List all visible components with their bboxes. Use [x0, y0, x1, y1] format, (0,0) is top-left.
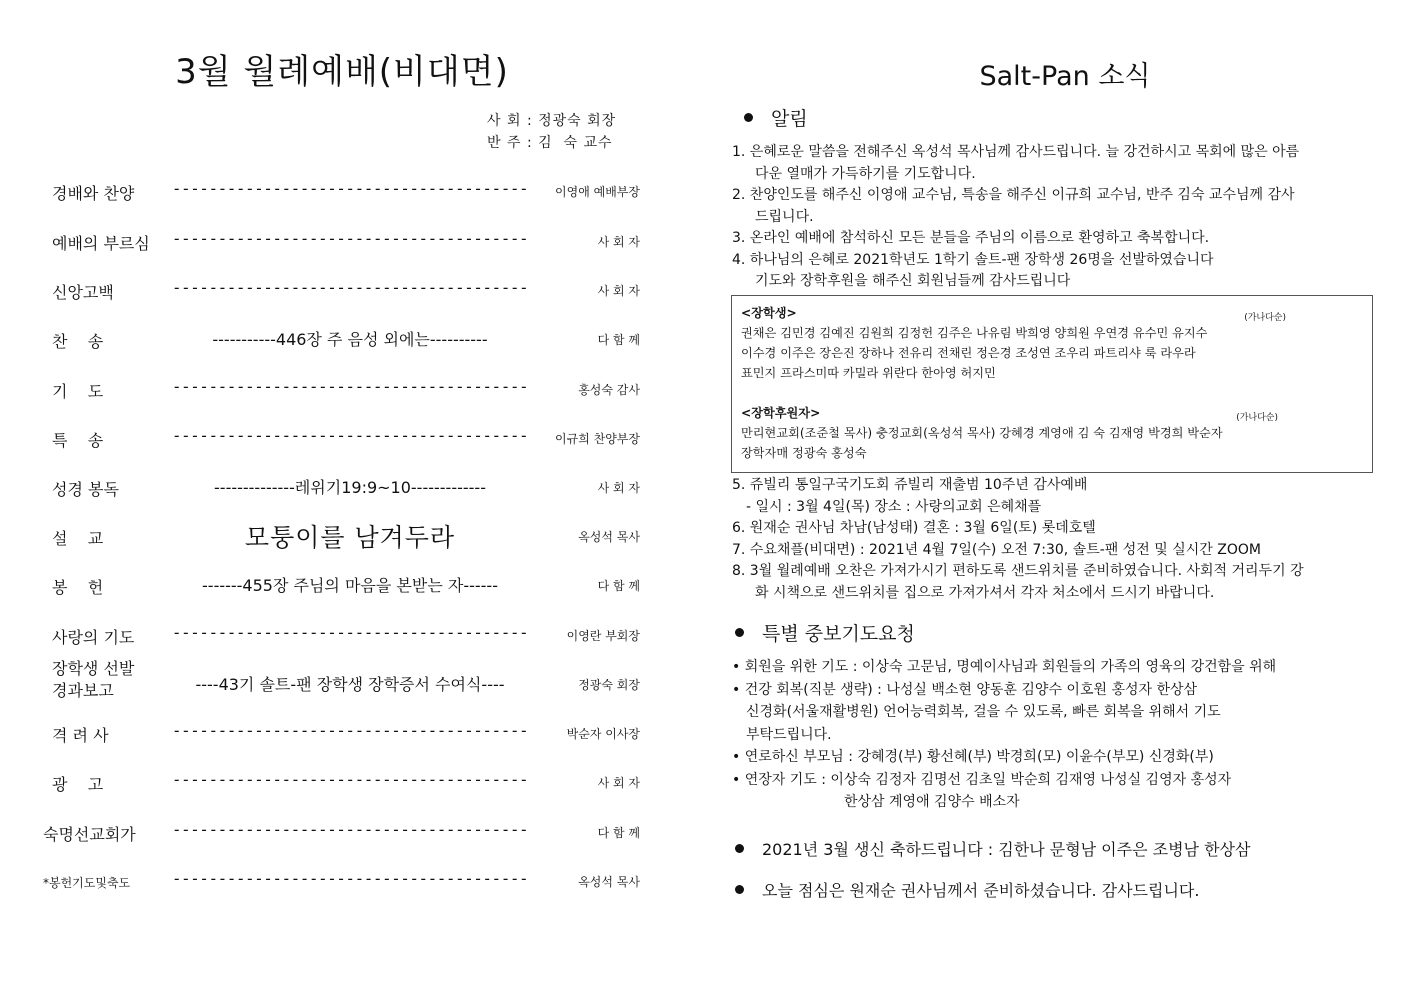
program-content: ---------------------------------------: [171, 278, 529, 297]
program-content: ---------------------------------------: [171, 377, 529, 396]
program-row: [0, 325, 690, 351]
bullet-icon: [735, 885, 744, 894]
program-label: 경배와 찬양: [52, 184, 135, 203]
notice-item: 8. 3월 월례예배 오찬은 가져가시기 편하도록 샌드위치를 준비하였습니다. 사회적 거리두기 강: [732, 563, 1304, 579]
donors-line: 장학자매 정광숙 홍성숙: [741, 446, 867, 460]
program-row: [0, 818, 690, 844]
program-leader: 홍성숙 감사: [578, 383, 640, 397]
notice-item: 4. 하나님의 은혜로 2021학년도 1학기 솔트-팬 장학생 26명을 선발하였습니다: [732, 251, 1214, 268]
host-line: 사 회 : 정광숙 회장: [487, 113, 617, 129]
notice-item: 5. 쥬빌리 통일구국기도회 쥬빌리 재출범 10주년 감사예배: [732, 477, 1088, 493]
notice-item: 7. 수요채플(비대면) : 2021년 4월 7일(수) 오전 7:30, 솔트-팬 성전 및 실시간 ZOOM: [732, 541, 1261, 558]
program-leader: 다 함 께: [597, 579, 640, 593]
program-label: 성경 봉독: [52, 480, 119, 499]
program-label: 격 려 사: [52, 726, 109, 745]
program-content: -----------446장 주 음성 외에는----------: [212, 330, 488, 349]
program-content: ---------------------------------------: [171, 770, 529, 789]
students-heading: <장학생>: [741, 306, 797, 320]
program-label: 봉 헌: [52, 578, 104, 597]
prayer-item: • 연로하신 부모님 : 강혜경(부) 황선혜(부) 박경희(모) 이윤수(부모) 신경화(부): [732, 749, 1214, 765]
program-label: 설 교: [52, 529, 104, 548]
prayer-item-cont: 부탁드립니다.: [746, 726, 832, 743]
program-label: 광 고: [52, 775, 104, 794]
program-leader: 사 회 자: [597, 481, 640, 495]
program-row: [0, 621, 690, 647]
lunch-text: 오늘 점심은 원재순 권사님께서 준비하셨습니다. 감사드립니다.: [762, 881, 1200, 900]
prayer-item: • 회원을 위한 기도 : 이상숙 고문님, 명예이사님과 회원들의 가족의 영육의 강건함을 위해: [732, 659, 1277, 675]
program-leader: 이영란 부회장: [566, 629, 640, 643]
program-content: ---------------------------------------: [171, 623, 529, 642]
program-row: [0, 473, 690, 499]
program-content: ----43기 솔트-팬 장학생 장학증서 수여식----: [195, 675, 505, 694]
program-leader: 이규희 찬양부장: [555, 432, 640, 446]
program-content: -------455장 주님의 마음을 본받는 자------: [202, 576, 498, 595]
birthday-text: 2021년 3월 생신 축하드립니다 : 김한나 문형남 이주은 조병남 한상삼: [762, 840, 1251, 859]
program-leader: 사 회 자: [597, 235, 640, 249]
program-label: [52, 658, 134, 702]
program-label-line: 경과보고: [52, 681, 114, 700]
program-row: [0, 768, 690, 794]
program-label: 기 도: [52, 382, 104, 401]
sermon-title: 모퉁이를 남겨두라: [244, 523, 456, 552]
prayer-item-cont: 신경화(서울재활병원) 언어능력회복, 걸을 수 있도록, 빠른 회복을 위해서 기도: [746, 704, 1221, 720]
scholarship-box: [731, 295, 1373, 473]
program-label: 특 송: [52, 431, 104, 450]
program-label: 신앙고백: [52, 283, 114, 302]
prayer-heading-text: 특별 중보기도요청: [762, 623, 915, 645]
program-label: 사랑의 기도: [52, 628, 135, 647]
program-row: [0, 227, 690, 253]
donors-line: 만리현교회(조준철 목사) 충정교회(옥성석 목사) 강혜경 계영애 김 숙 김재영 박경희 박순자: [741, 426, 1223, 440]
program-label: 찬 송: [52, 332, 104, 351]
program-row: [0, 276, 690, 302]
notice-item: 6. 원재순 권사님 차남(남성태) 결혼 : 3월 6일(토) 롯데호텔: [732, 520, 1096, 536]
program-row: [0, 867, 690, 893]
program-row: [0, 719, 690, 745]
notice-item: 2. 찬양인도를 해주신 이영애 교수님, 특송을 해주신 이규희 교수님, 반주 김숙 교수님께 감사: [732, 187, 1295, 203]
notice-item-cont: 화 시책으로 샌드위치를 집으로 가져가셔서 각자 처소에서 드시기 바랍니다.: [755, 584, 1215, 601]
program-row: [0, 375, 690, 401]
donors-order-note: (가나다순): [1236, 413, 1278, 423]
program-leader: 사 회 자: [597, 776, 640, 790]
program-content: ---------------------------------------: [171, 820, 529, 839]
prayer-heading: [735, 619, 915, 646]
program-label: *봉헌기도및축도: [43, 876, 131, 890]
program-row: [0, 424, 690, 450]
students-line: 표민지 프라스미따 카밀라 위란다 한아영 허지민: [741, 366, 996, 380]
program-row: [0, 177, 690, 203]
bullet-icon: [744, 113, 753, 122]
accompanist-line: 반 주 : 김 숙 교수: [487, 135, 613, 151]
prayer-list: [732, 656, 1372, 814]
program-content: ---------------------------------------: [171, 721, 529, 740]
program-leader: 다 함 께: [597, 826, 640, 840]
program-leader: 옥성석 목사: [578, 530, 640, 544]
program-row: [0, 659, 690, 700]
notice-item-cont: - 일시 : 3월 4일(목) 장소 : 사랑의교회 은혜채플: [746, 498, 1042, 515]
program-label-line: 장학생 선발: [52, 659, 135, 678]
news-title: Salt-Pan 소식: [979, 61, 1151, 92]
students-line: 권채은 김민경 김예진 김원희 김정헌 김주은 나유림 박희영 양희원 우연경 유수민 유지수: [741, 326, 1208, 340]
donors-heading: <장학후원자>: [741, 406, 821, 420]
program-leader: 박순자 이사장: [566, 727, 640, 741]
prayer-item: • 건강 회복(직분 생략) : 나성실 백소현 양동훈 김양수 이호원 홍성자 한상삼: [732, 681, 1198, 698]
bullet-icon: [735, 844, 744, 853]
program-leader: 옥성석 목사: [578, 875, 640, 889]
bullet-icon: [735, 628, 744, 637]
notice-heading-text: 알림: [771, 108, 808, 130]
notice-item-cont: 드립니다.: [755, 208, 814, 225]
students-order-note: (가나다순): [1244, 313, 1286, 323]
program-leader: 다 함 께: [597, 333, 640, 347]
program-leader: 이영애 예배부장: [555, 185, 640, 199]
program-row: [0, 571, 690, 597]
program-content: --------------레위기19:9~10-------------: [214, 478, 486, 497]
notice-list-2: [732, 475, 1372, 604]
program-leader: 사 회 자: [597, 284, 640, 298]
prayer-item-cont: 한상삼 계영애 김양수 배소자: [844, 794, 1020, 810]
notice-item: 3. 온라인 예배에 참석하신 모든 분들을 주님의 이름으로 환영하고 축복합니다.: [732, 230, 1210, 246]
program-content: ---------------------------------------: [171, 179, 529, 198]
program-row: [0, 522, 690, 552]
notice-item-cont: 기도와 장학후원을 해주신 회원님들께 감사드립니다: [755, 273, 1071, 289]
notice-item: 1. 은혜로운 말씀을 전해주신 옥성석 목사님께 감사드립니다. 늘 강건하시고 목회에 많은 아름: [732, 144, 1300, 160]
notice-item-cont: 다운 열매가 가득하기를 기도합니다.: [755, 165, 976, 182]
program-label: 숙명선교회가: [43, 825, 136, 844]
program-label: 예배의 부르심: [52, 234, 150, 253]
lunch-line: [735, 878, 1199, 901]
birthday-line: [735, 837, 1250, 860]
notice-heading: [744, 104, 808, 131]
prayer-item: • 연장자 기도 : 이상숙 김정자 김명선 김초일 박순희 김재영 나성실 김영자 홍성자: [732, 771, 1232, 788]
program-content: ---------------------------------------: [171, 426, 529, 445]
page-title: 3월 월례예배(비대면): [175, 52, 509, 92]
program-content: ---------------------------------------: [171, 229, 529, 248]
students-line: 이수경 이주은 장은진 장하나 전유리 전채린 정은경 조성연 조우리 파트리샤 룩 라우라: [741, 346, 1196, 360]
program-leader: 정광숙 회장: [578, 678, 640, 692]
notice-list: [732, 142, 1372, 293]
program-content: ---------------------------------------: [171, 869, 529, 888]
